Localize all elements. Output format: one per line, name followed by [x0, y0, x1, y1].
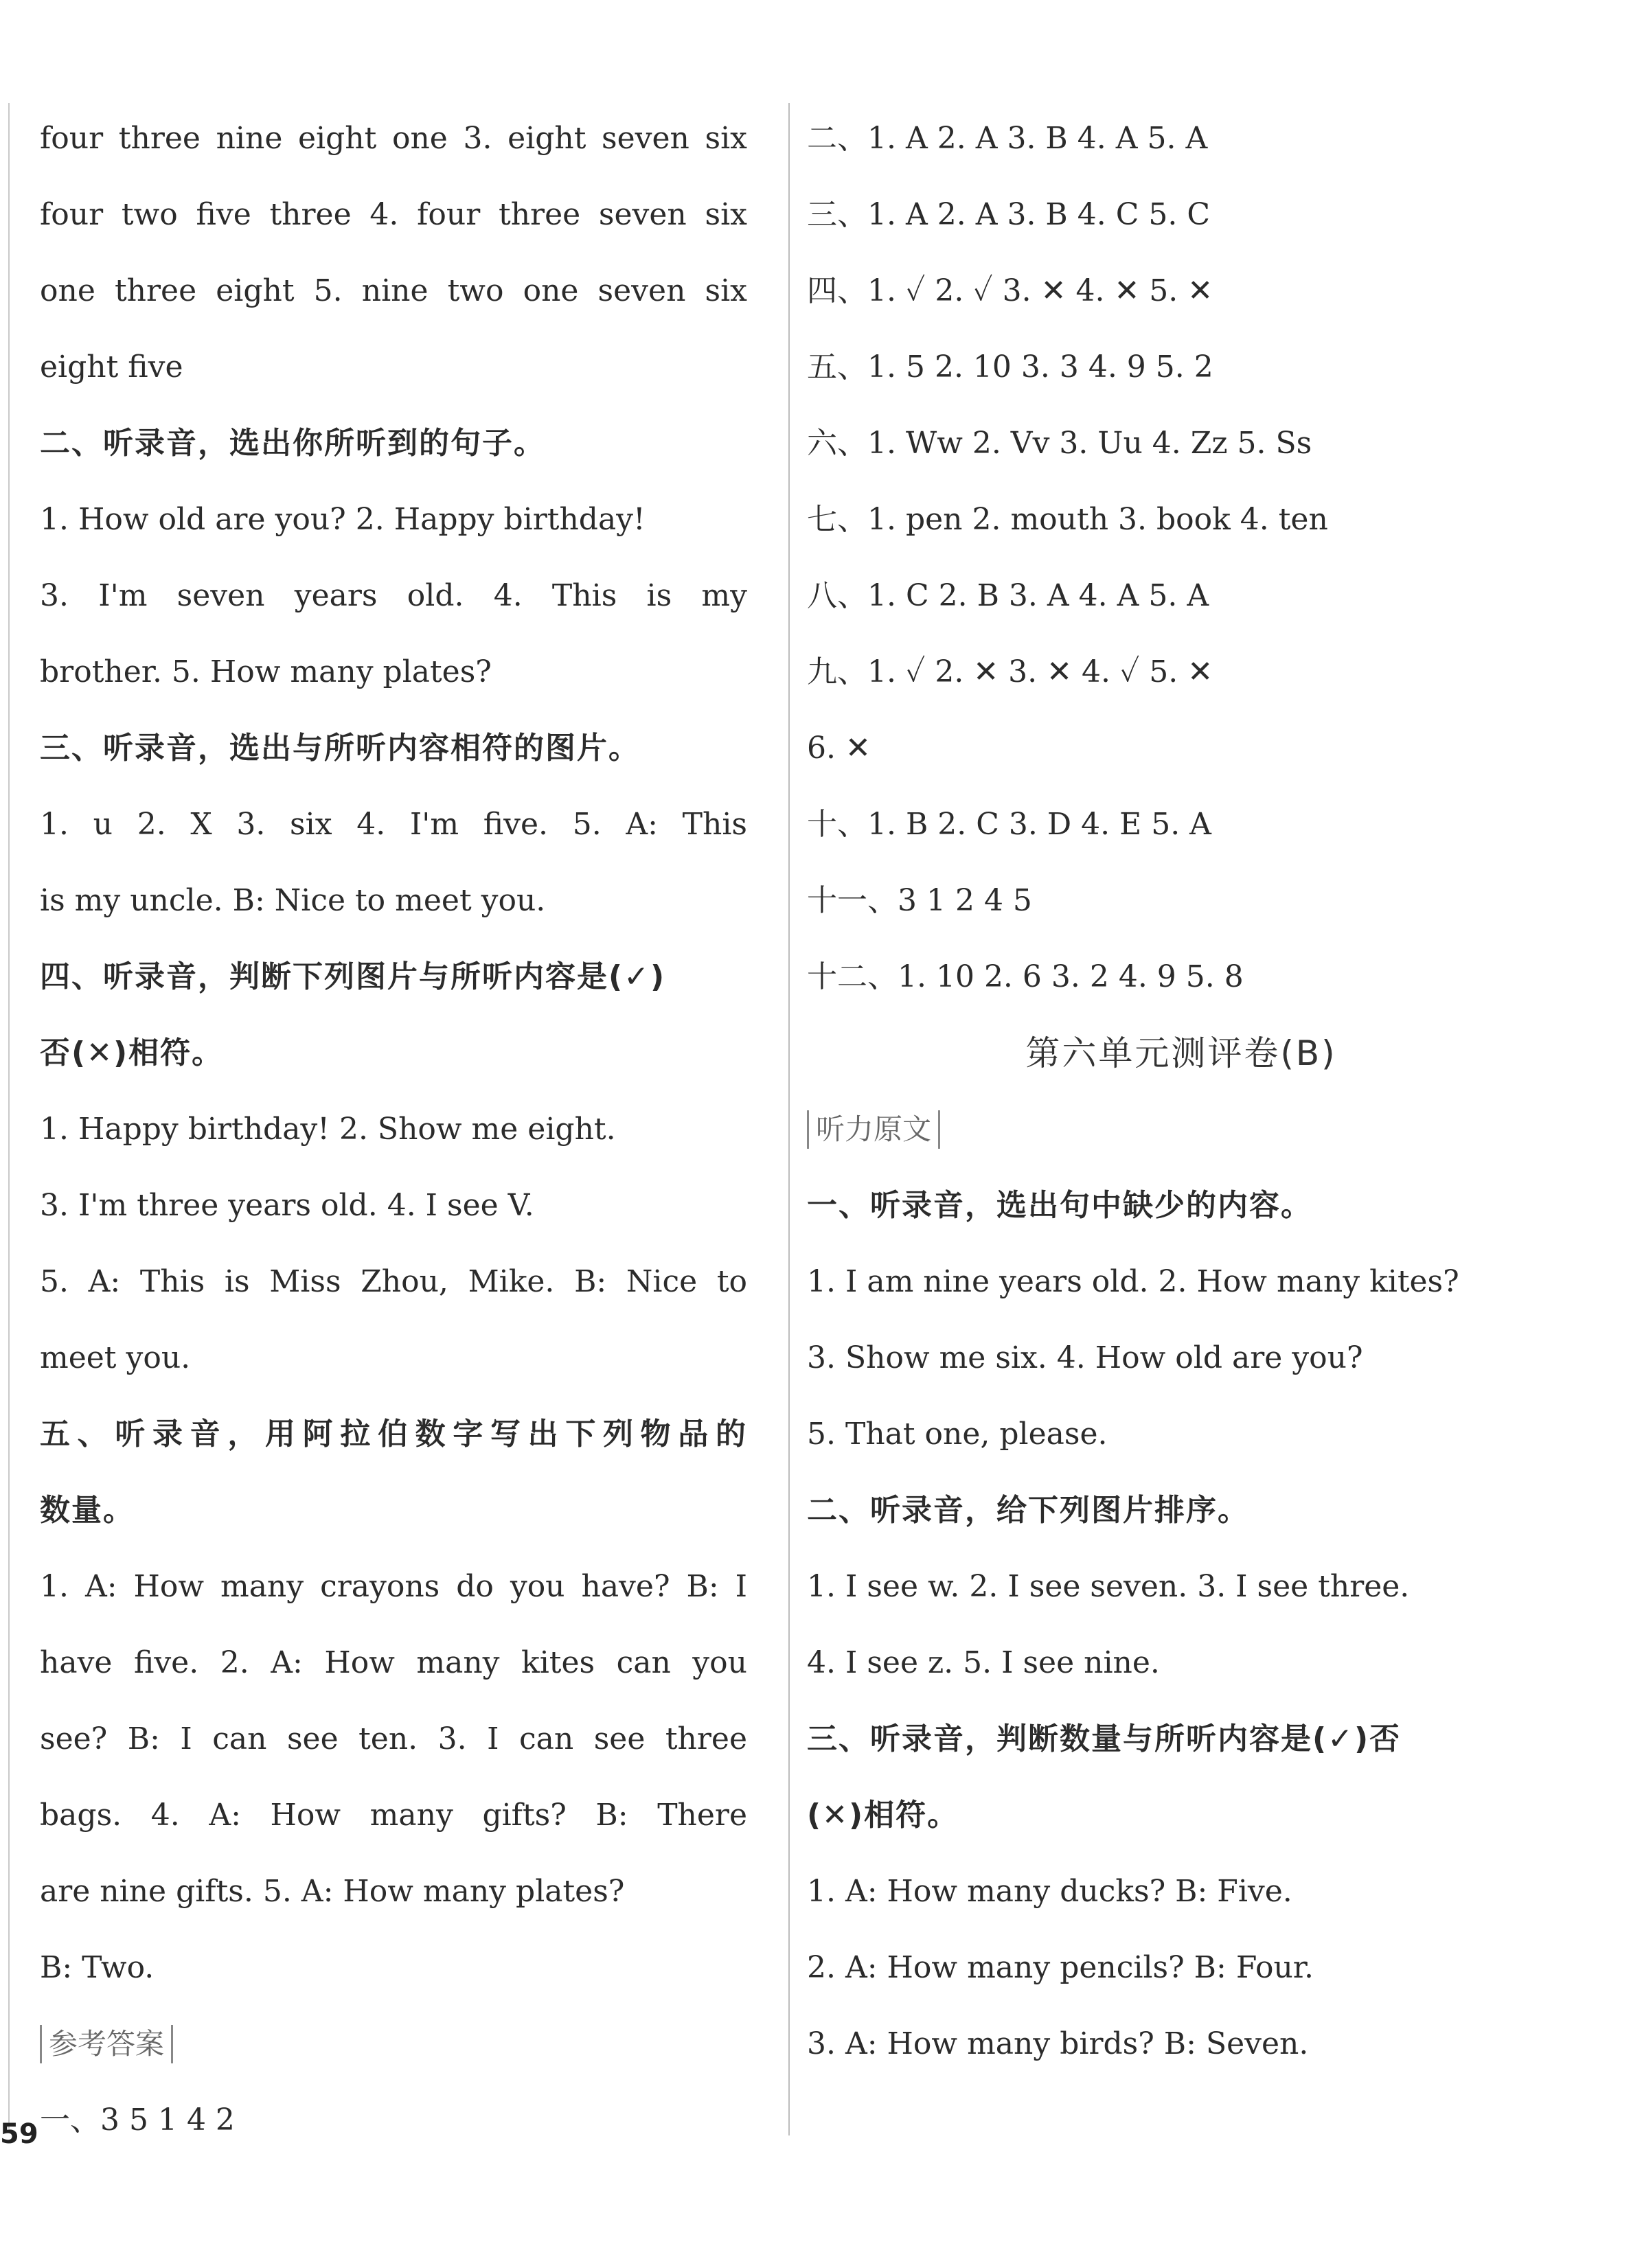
- text-line: four two five three 4. four three seven six: [40, 197, 747, 232]
- text-line: brother. 5. How many plates?: [40, 654, 492, 689]
- text-line: 1. A: How many crayons do you have? B: I: [40, 1569, 747, 1604]
- text-line: eight five: [40, 350, 183, 385]
- section-heading: 数量。: [40, 1493, 135, 1528]
- transcript-label: 听力原文: [807, 1110, 940, 1149]
- text-line: 3. A: How many birds? B: Seven.: [807, 2026, 1309, 2061]
- text-line: see? B: I can see ten. 3. I can see three: [40, 1721, 747, 1756]
- section-heading: 一、听录音，选出句中缺少的内容。: [807, 1188, 1312, 1223]
- answer-key-label-row: [40, 2014, 747, 2090]
- answer-line: 十一、3 1 2 4 5: [807, 883, 1032, 918]
- unit-test-title: 第六单元测评卷(B): [1025, 1033, 1337, 1073]
- page-number: 59: [0, 2118, 38, 2150]
- section-heading: (✕)相符。: [807, 1798, 959, 1833]
- section-heading: 二、听录音，选出你所听到的句子。: [40, 426, 545, 461]
- section-heading: 否(✕)相符。: [40, 1035, 224, 1070]
- text-line: four three nine eight one 3. eight seven six: [40, 121, 747, 156]
- text-line: 2. A: How many pencils? B: Four.: [807, 1950, 1314, 1985]
- text-line: bags. 4. A: How many gifts? B: There: [40, 1798, 747, 1833]
- column-divider: [788, 103, 790, 2135]
- section-heading: 四、听录音，判断下列图片与所听内容是(✓): [40, 959, 666, 994]
- section-heading: 三、听录音，选出与所听内容相符的图片。: [40, 731, 640, 766]
- text-line: 1. Happy birthday! 2. Show me eight.: [40, 1112, 616, 1147]
- text-line: 3. I'm three years old. 4. I see V.: [40, 1188, 534, 1223]
- answer-line: 六、1. Ww 2. Vv 3. Uu 4. Zz 5. Ss: [807, 426, 1312, 461]
- text-line: 1. A: How many ducks? B: Five.: [807, 1874, 1292, 1909]
- text-line: is my uncle. B: Nice to meet you.: [40, 883, 546, 918]
- answer-line: 十、1. B 2. C 3. D 4. E 5. A: [807, 807, 1211, 842]
- text-line: 1. u 2. X 3. six 4. I'm five. 5. A: This: [40, 807, 747, 842]
- answer-line: 九、1. ✓ 2. ✕ 3. ✕ 4. ✓ 5. ✕: [807, 654, 1213, 689]
- answer-line: 二、1. A 2. A 3. B 4. A 5. A: [807, 121, 1208, 156]
- text-line: are nine gifts. 5. A: How many plates?: [40, 1874, 625, 1909]
- text-line: 5. A: This is Miss Zhou, Mike. B: Nice to: [40, 1264, 747, 1299]
- text-line: 5. That one, please.: [807, 1417, 1108, 1452]
- answer-key-label: 参考答案: [40, 2025, 173, 2063]
- left-margin-rule: [8, 103, 10, 2129]
- text-line: 1. How old are you? 2. Happy birthday!: [40, 502, 646, 537]
- answer-line: 八、1. C 2. B 3. A 4. A 5. A: [807, 578, 1209, 613]
- text-line: one three eight 5. nine two one seven six: [40, 273, 747, 308]
- left-column: [40, 108, 747, 2166]
- answer-line: 七、1. pen 2. mouth 3. book 4. ten: [807, 502, 1328, 537]
- answer-line: 三、1. A 2. A 3. B 4. C 5. C: [807, 197, 1210, 232]
- text-line: 3. I'm seven years old. 4. This is my: [40, 578, 747, 613]
- section-heading: 二、听录音，给下列图片排序。: [807, 1493, 1249, 1528]
- right-column: [807, 108, 1555, 2090]
- answer-line: 五、1. 5 2. 10 3. 3 4. 9 5. 2: [807, 350, 1213, 385]
- text-line: B: Two.: [40, 1950, 155, 1985]
- answer-line: 十二、1. 10 2. 6 3. 2 4. 9 5. 8: [807, 959, 1244, 994]
- transcript-label-row: [807, 1099, 1555, 1176]
- text-line: 1. I am nine years old. 2. How many kites?: [807, 1264, 1459, 1299]
- text-line: meet you.: [40, 1340, 191, 1375]
- section-heading: 三、听录音，判断数量与所听内容是(✓)否: [807, 1721, 1402, 1756]
- section-heading: 五、听录音，用阿拉伯数字写出下列物品的: [40, 1417, 747, 1452]
- text-line: 3. Show me six. 4. How old are you?: [807, 1340, 1363, 1375]
- text-line: have five. 2. A: How many kites can you: [40, 1645, 747, 1680]
- text-line: 一、3 5 1 4 2: [40, 2103, 235, 2138]
- text-line: 4. I see z. 5. I see nine.: [807, 1645, 1160, 1680]
- answer-line: 6. ✕: [807, 731, 871, 766]
- text-line: 1. I see w. 2. I see seven. 3. I see three.: [807, 1569, 1410, 1604]
- answer-line: 四、1. ✓ 2. ✓ 3. ✕ 4. ✕ 5. ✕: [807, 273, 1213, 308]
